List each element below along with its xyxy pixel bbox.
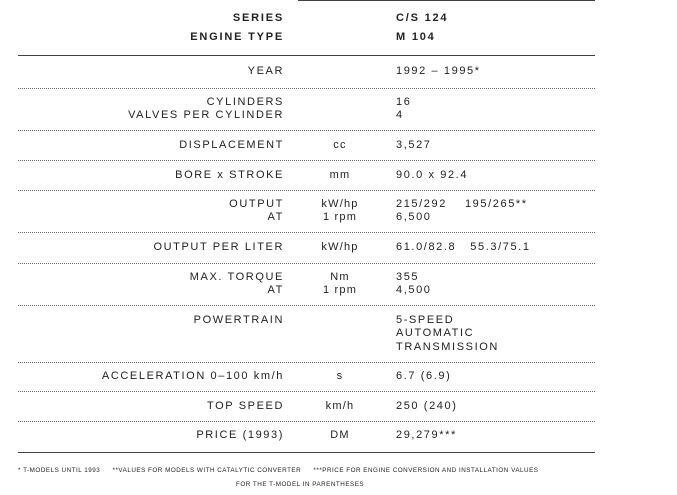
top-speed-label: TOP SPEED bbox=[207, 400, 284, 412]
torque-rpm-value: 4,500 bbox=[396, 284, 432, 296]
powertrain-value-3: TRANSMISSION bbox=[396, 341, 499, 353]
row-divider bbox=[18, 190, 595, 191]
row-divider bbox=[18, 160, 595, 161]
footnote-1: * T-MODELS UNTIL 1993 bbox=[18, 467, 101, 474]
bottom-rule bbox=[18, 452, 595, 453]
output-per-liter-value-a: 61.0/82.8 bbox=[396, 241, 457, 253]
bore-stroke-value: 90.0 x 92.4 bbox=[396, 169, 469, 181]
torque-rpm-unit: 1 rpm bbox=[322, 284, 358, 296]
acceleration-value: 6.7 (6.9) bbox=[396, 370, 452, 382]
powertrain-value-2: AUTOMATIC bbox=[396, 327, 475, 339]
price-value: 29,279*** bbox=[396, 429, 457, 441]
torque-unit: Nm bbox=[330, 271, 350, 283]
output-at-label: AT bbox=[267, 211, 284, 223]
engine-type-label: ENGINE TYPE bbox=[190, 31, 284, 43]
cylinders-label: CYLINDERS bbox=[206, 96, 284, 108]
displacement-unit: cc bbox=[333, 139, 347, 151]
price-label: PRICE (1993) bbox=[196, 429, 284, 441]
output-value bbox=[396, 198, 528, 212]
row-divider bbox=[18, 362, 595, 363]
year-value: 1992 – 1995* bbox=[396, 65, 481, 77]
series-value: C/S 124 bbox=[396, 12, 449, 24]
output-rpm-unit: 1 rpm bbox=[322, 211, 358, 223]
row-divider bbox=[18, 263, 595, 264]
top-speed-value: 250 (240) bbox=[396, 400, 458, 412]
header-rule bbox=[18, 55, 595, 56]
engine-type-value: M 104 bbox=[396, 31, 436, 43]
footnotes bbox=[18, 465, 598, 477]
cylinders-value: 16 bbox=[396, 96, 412, 108]
output-unit: kW/hp bbox=[321, 198, 359, 210]
bore-stroke-unit: mm bbox=[329, 169, 351, 181]
displacement-value: 3,527 bbox=[396, 139, 432, 151]
row-divider bbox=[18, 421, 595, 422]
output-per-liter-label: OUTPUT PER LITER bbox=[153, 241, 284, 253]
series-label: SERIES bbox=[232, 12, 284, 24]
torque-label: MAX. TORQUE bbox=[189, 271, 284, 283]
output-label: OUTPUT bbox=[229, 198, 284, 210]
torque-value: 355 bbox=[396, 271, 420, 283]
powertrain-label: POWERTRAIN bbox=[193, 314, 284, 326]
output-per-liter-value bbox=[396, 241, 531, 255]
valves-value: 4 bbox=[396, 109, 404, 121]
top-speed-unit: km/h bbox=[325, 400, 355, 412]
footnote-3: ***PRICE FOR ENGINE CONVERSION AND INSTALLATION VALUES bbox=[313, 467, 539, 474]
top-rule bbox=[298, 0, 595, 1]
row-divider bbox=[18, 391, 595, 392]
valves-label: VALVES PER CYLINDER bbox=[128, 109, 284, 121]
output-value-b: 195/265** bbox=[464, 198, 528, 210]
output-value-a: 215/292 bbox=[396, 198, 447, 210]
row-divider bbox=[18, 232, 595, 233]
powertrain-value-1: 5-SPEED bbox=[396, 314, 455, 326]
displacement-label: DISPLACEMENT bbox=[179, 139, 284, 151]
row-divider bbox=[18, 130, 595, 131]
year-label: YEAR bbox=[247, 65, 284, 77]
row-divider bbox=[18, 305, 595, 306]
price-unit: DM bbox=[330, 429, 350, 441]
output-rpm-value: 6,500 bbox=[396, 211, 432, 223]
acceleration-label: ACCELERATION 0–100 km/h bbox=[101, 370, 284, 382]
acceleration-unit: s bbox=[336, 370, 344, 382]
torque-at-label: AT bbox=[267, 284, 284, 296]
output-per-liter-unit: kW/hp bbox=[321, 241, 359, 253]
output-per-liter-value-b: 55.3/75.1 bbox=[470, 241, 531, 253]
row-divider bbox=[18, 88, 595, 89]
bore-stroke-label: BORE x STROKE bbox=[175, 169, 284, 181]
footnote-2: **VALUES FOR MODELS WITH CATALYTIC CONVERTER bbox=[112, 467, 302, 474]
footnote-3-continued: FOR THE T-MODEL IN PARENTHESES bbox=[236, 481, 365, 488]
